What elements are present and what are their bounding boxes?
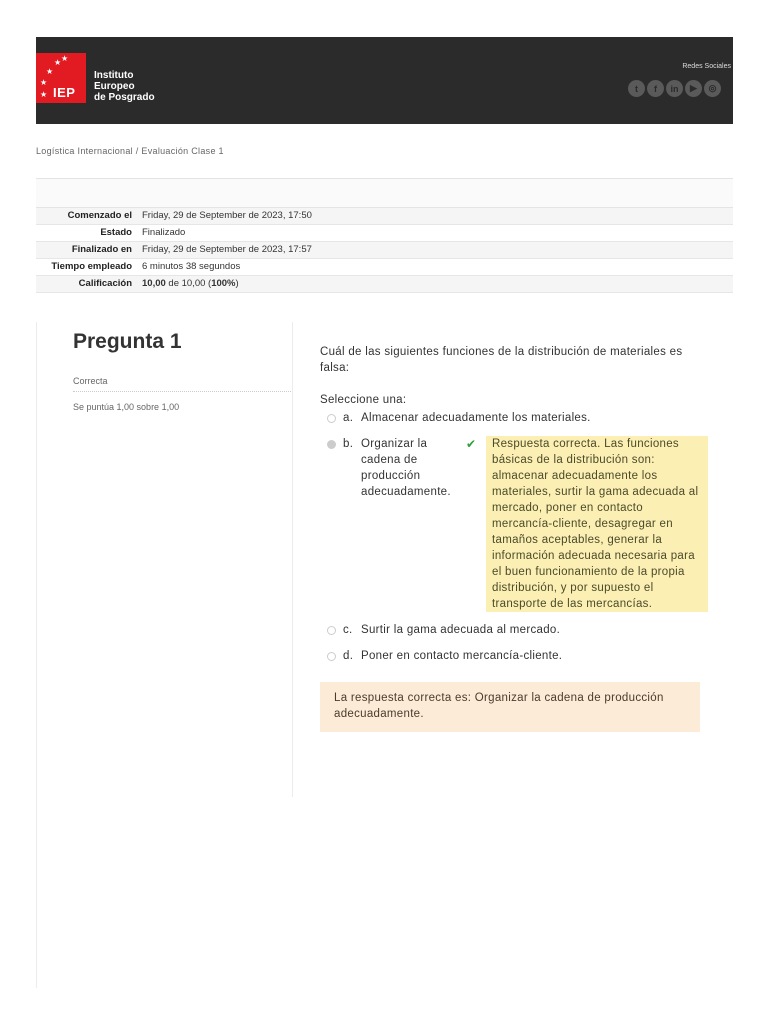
breadcrumb-course-link[interactable]: Logística Internacional — [36, 146, 133, 156]
question-title: Pregunta 1 — [73, 330, 182, 353]
answer-letter: a. — [343, 412, 354, 424]
answer-option-b[interactable] — [320, 436, 700, 612]
right-answer-box: La respuesta correcta es: Organizar la cadena de producción adecuadamente. — [320, 682, 700, 732]
star-icon: ★ — [46, 67, 54, 76]
facebook-icon[interactable]: f — [647, 80, 664, 97]
grade-percent: 100% — [211, 278, 236, 289]
grade-end: ) — [235, 278, 239, 289]
check-icon: ✔ — [466, 437, 477, 451]
star-icon: ★ — [61, 54, 69, 63]
answer-text: Poner en contacto mercancía-cliente. — [361, 650, 563, 662]
answer-option-d[interactable] — [320, 648, 700, 664]
site-header — [36, 37, 733, 124]
star-icon: ★ — [40, 90, 48, 99]
social-links — [628, 80, 721, 97]
youtube-icon[interactable]: ▶ — [685, 80, 702, 97]
answer-letter: c. — [343, 624, 353, 636]
star-icon: ★ — [54, 58, 62, 67]
answer-text: Organizar la cadena de producción adecuadamente. — [361, 438, 451, 498]
summary-value — [136, 276, 733, 292]
summary-row — [36, 242, 733, 259]
grade-score: 10,00 — [142, 278, 166, 289]
summary-label: Estado — [100, 227, 132, 238]
answer-letter: d. — [343, 650, 354, 662]
radio-button[interactable] — [327, 626, 336, 635]
answer-text: Surtir la gama adecuada al mercado. — [361, 624, 561, 636]
summary-label: Comenzado el — [67, 210, 132, 221]
star-icon: ★ — [40, 78, 48, 87]
logo-text[interactable] — [94, 70, 155, 103]
breadcrumb-separator: / — [135, 146, 139, 156]
radio-button-selected[interactable] — [327, 440, 336, 449]
iep-logo[interactable] — [36, 53, 86, 103]
question-block — [36, 322, 733, 988]
radio-button[interactable] — [327, 652, 336, 661]
question-content — [320, 344, 700, 732]
summary-label: Tiempo empleado — [51, 261, 132, 272]
nav-strip — [36, 178, 733, 208]
attempt-summary — [36, 208, 733, 293]
question-state: Correcta — [73, 376, 293, 392]
logo-line: Europeo — [94, 81, 135, 92]
grade-mid: de 10,00 ( — [165, 278, 212, 289]
answer-prompt: Seleccione una: — [320, 394, 407, 406]
logo-abbr: IEP — [53, 85, 76, 100]
column-divider — [292, 322, 293, 797]
question-text: Cuál de las siguientes funciones de la distribución de materiales es falsa: — [320, 346, 683, 374]
summary-label: Calificación — [78, 278, 132, 289]
question-grade: Se puntúa 1,00 sobre 1,00 — [73, 402, 180, 412]
twitter-icon[interactable]: t — [628, 80, 645, 97]
linkedin-icon[interactable]: in — [666, 80, 683, 97]
logo-line: Instituto — [94, 70, 134, 81]
social-label: Redes Sociales — [682, 63, 731, 70]
summary-value: Friday, 29 de September de 2023, 17:57 — [142, 244, 312, 255]
radio-button[interactable] — [327, 414, 336, 423]
summary-row — [36, 208, 733, 225]
answer-option-c[interactable] — [320, 622, 700, 638]
summary-value: Finalizado — [142, 227, 186, 238]
summary-value: 6 minutos 38 segundos — [142, 261, 241, 272]
answer-option-a[interactable] — [320, 410, 700, 426]
logo-line: de Posgrado — [94, 92, 155, 103]
summary-row — [36, 259, 733, 276]
question-info — [73, 330, 293, 412]
summary-row — [36, 276, 733, 293]
answer-text: Almacenar adecuadamente los materiales. — [361, 412, 591, 424]
answer-b-body — [361, 436, 708, 612]
summary-value: Friday, 29 de September de 2023, 17:50 — [142, 210, 312, 221]
summary-row — [36, 225, 733, 242]
answer-letter: b. — [343, 438, 354, 450]
instagram-icon[interactable]: ◎ — [704, 80, 721, 97]
breadcrumb — [36, 146, 224, 156]
summary-label: Finalizado en — [71, 244, 132, 255]
breadcrumb-current[interactable]: Evaluación Clase 1 — [141, 146, 224, 156]
answer-feedback: Respuesta correcta. Las funciones básicas de la distribución son: almacenar adecuadamente los materiales, surtir la gama adecuada al mercado, poner en contacto mercancía-cliente, desagregar en tamaños aceptables, generar la información adecuada necesaria para el buen funcionamiento de la propia distribución, y por supuesto el transporte de las mercancías. — [486, 436, 708, 612]
